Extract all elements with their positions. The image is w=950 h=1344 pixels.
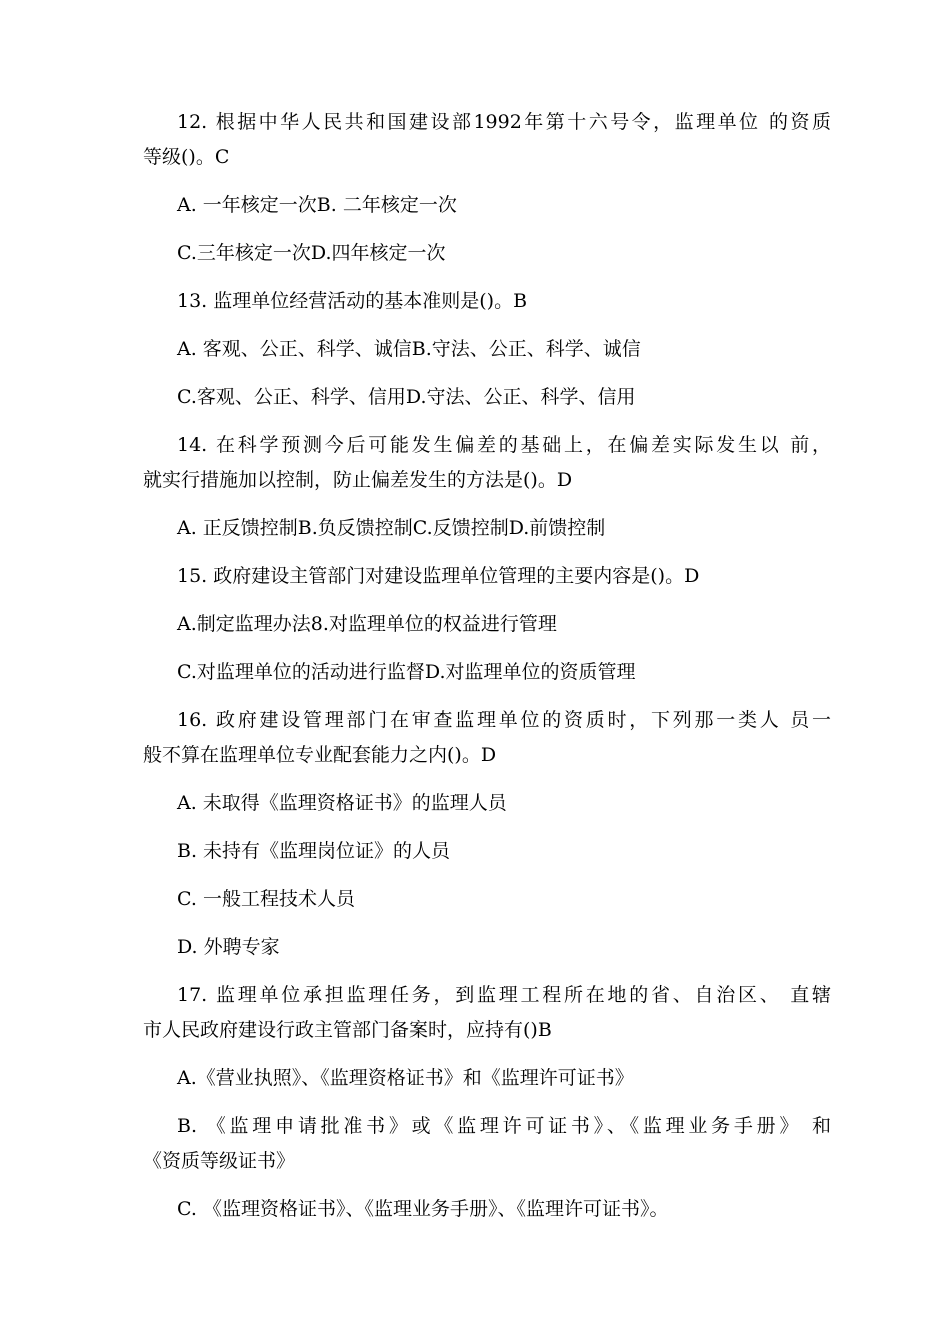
text-line: 16. 政府建设管理部门在审查监理单位的资质时，下列那一类人 员一 (177, 709, 831, 731)
text-line: 13. 监理单位经营活动的基本准则是()。B (177, 290, 528, 312)
text-line: B. 《监理申请批准书》或《监理许可证书》、《监理业务手册》 和 (177, 1115, 831, 1137)
text-line: C.三年核定一次D.四年核定一次 (177, 242, 446, 264)
text-line: A.制定监理办法8.对监理单位的权益进行管理 (177, 613, 557, 635)
text-line: A.《营业执照》、《监理资格证书》和《监理许可证书》 (177, 1067, 634, 1089)
text-line: C. 《监理资格证书》、《监理业务手册》、《监理许可证书》。 (177, 1198, 669, 1220)
text-line: 17. 监理单位承担监理任务，到监理工程所在地的省、自治区、 直辖 (177, 984, 831, 1006)
text-line: A. 正反馈控制B.负反馈控制C.反馈控制D.前馈控制 (177, 517, 606, 539)
text-line: 《资质等级证书》 (143, 1150, 296, 1172)
text-line: 12. 根据中华人民共和国建设部1992年第十六号令，监理单位 的资质 (177, 111, 831, 133)
text-line: C.对监理单位的活动进行监督D.对监理单位的资质管理 (177, 661, 636, 683)
text-line: A. 客观、公正、科学、诚信B.守法、公正、科学、诚信 (177, 338, 641, 360)
text-line: 14. 在科学预测今后可能发生偏差的基础上，在偏差实际发生以 前， (177, 434, 831, 456)
text-line: 就实行措施加以控制，防止偏差发生的方法是()。D (143, 469, 573, 491)
text-line: C. 一般工程技术人员 (177, 888, 355, 910)
text-line: B. 未持有《监理岗位证》的人员 (177, 840, 451, 862)
text-line: C.客观、公正、科学、信用D.守法、公正、科学、信用 (177, 386, 636, 408)
text-line: A. 一年核定一次B. 二年核定一次 (177, 194, 457, 216)
text-line: D. 外聘专家 (177, 936, 280, 958)
text-line: 般不算在监理单位专业配套能力之内()。D (143, 744, 497, 766)
text-line: 市人民政府建设行政主管部门备案时，应持有()B (143, 1019, 552, 1041)
text-line: A. 未取得《监理资格证书》的监理人员 (177, 792, 507, 814)
text-line: 等级()。C (143, 146, 230, 168)
text-line: 15. 政府建设主管部门对建设监理单位管理的主要内容是()。D (177, 565, 700, 587)
